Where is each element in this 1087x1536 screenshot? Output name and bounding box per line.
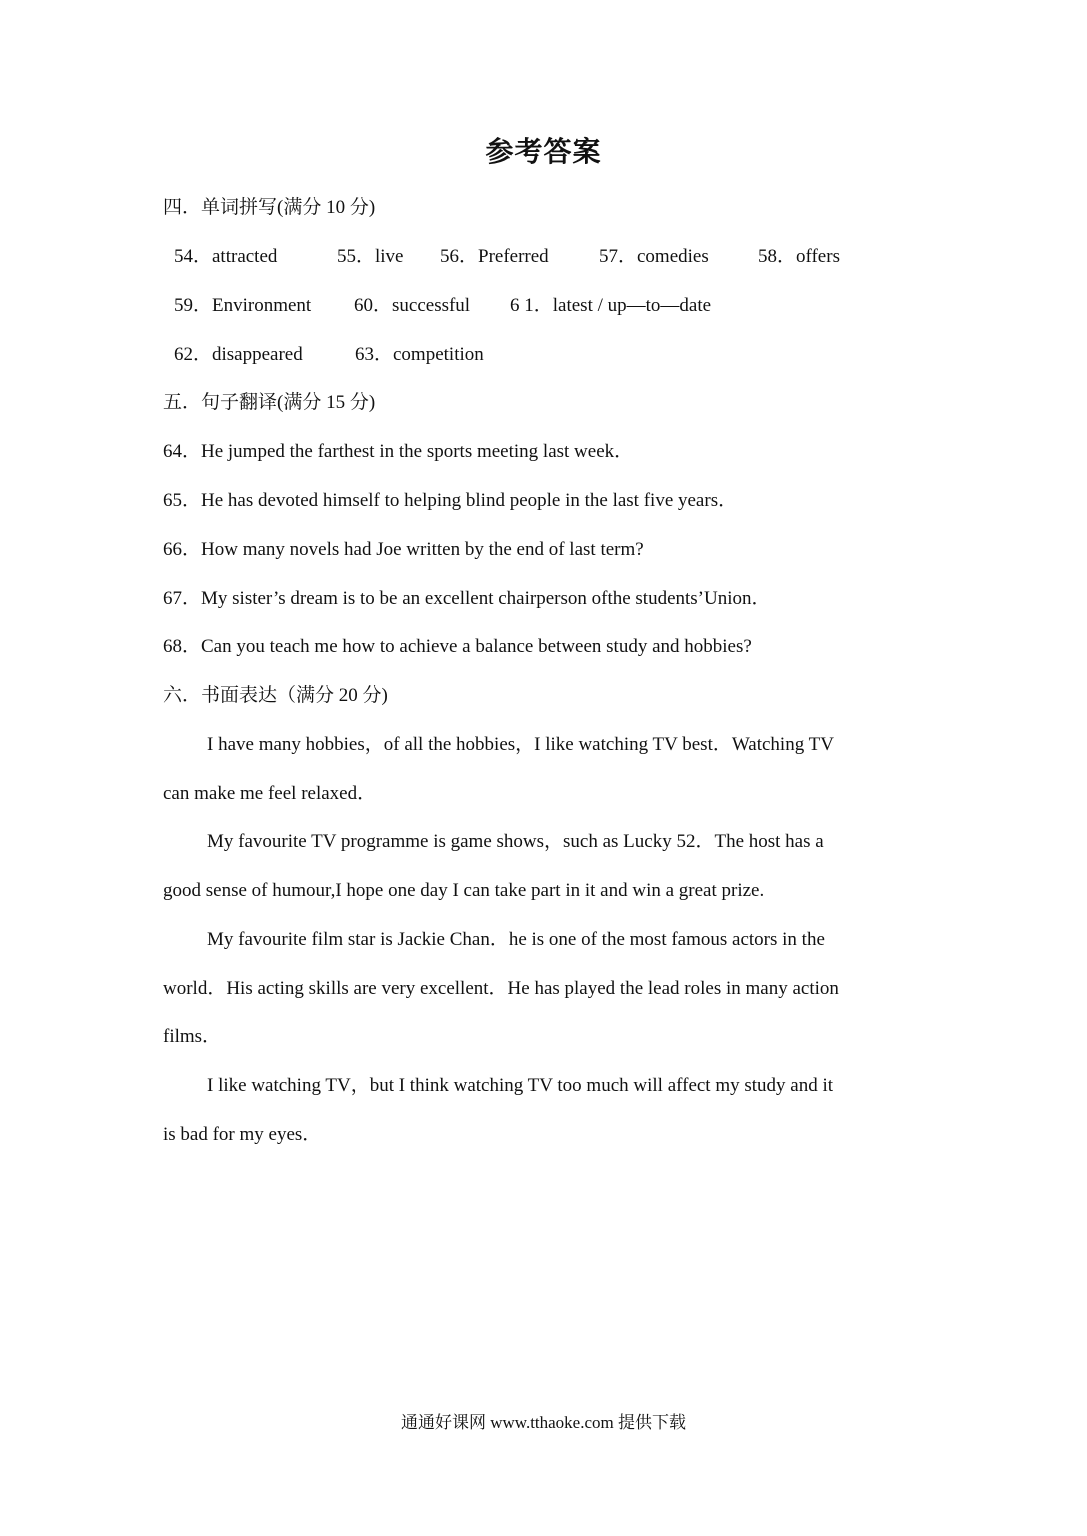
answer-59: 59．Environment [174, 295, 312, 316]
section4-heading: 四．单词拼写(满分 10 分) [163, 197, 376, 218]
answer-63: 63．competition [355, 344, 484, 365]
answer-60: 60．successful [354, 295, 471, 316]
answer-row-3 [174, 343, 484, 367]
translation-65: 65．He has devoted himself to helping blind people in the last five years． [163, 490, 738, 511]
answer-58: 58．offers [758, 246, 840, 267]
essay-line-7: films． [163, 1026, 222, 1047]
essay-line-8: I like watching TV，but I think watching TV too much will affect my study and it [207, 1075, 834, 1096]
section5-heading: 五．句子翻译(满分 15 分) [163, 392, 376, 413]
essay-line-3: My favourite TV programme is game shows，such as Lucky 52．The host has a [207, 831, 824, 852]
essay-line-6: world．His acting skills are very excellent．He has played the lead roles in many action [163, 978, 839, 999]
translation-67: 67．My sister’s dream is to be an excellent chairperson ofthe students’Union． [163, 588, 771, 609]
answer-56: 56．Preferred [440, 246, 549, 267]
answer-54: 54．attracted [174, 246, 278, 267]
translation-68: 68．Can you teach me how to achieve a balance between study and hobbies? [163, 636, 752, 657]
essay-line-4: good sense of humour,I hope one day I can take part in it and win a great prize. [163, 880, 765, 901]
translation-66: 66．How many novels had Joe written by the end of last term? [163, 539, 644, 560]
answer-57: 57．comedies [599, 246, 709, 267]
answer-row-1 [174, 245, 840, 269]
answer-62: 62．disappeared [174, 344, 303, 365]
answer-61: 6 1．latest / up—to—date [510, 295, 712, 316]
essay-line-5: My favourite film star is Jackie Chan．he is one of the most famous actors in the [207, 929, 825, 950]
footer-credit: 通通好课网 www.tthaoke.com 提供下载 [400, 1413, 687, 1432]
answer-row-2 [174, 294, 711, 318]
essay-line-9: is bad for my eyes． [163, 1124, 322, 1145]
translation-64: 64．He jumped the farthest in the sports meeting last week． [163, 441, 634, 462]
answer-55: 55．live [337, 246, 404, 267]
essay-line-2: can make me feel relaxed． [163, 783, 377, 804]
section6-heading: 六．书面表达（满分 20 分) [163, 685, 388, 706]
page-title: 参考答案 [485, 137, 602, 168]
essay-line-1: I have many hobbies，of all the hobbies，I like watching TV best．Watching TV [207, 734, 834, 755]
